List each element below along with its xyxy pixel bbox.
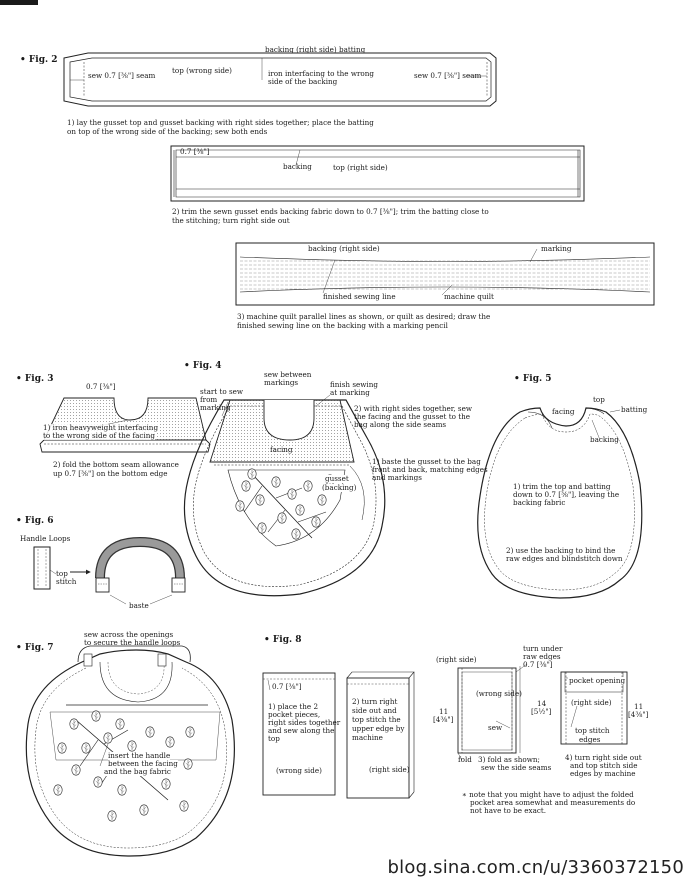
fig3-iron-1: 1) iron heavyweight interfacing [43,423,159,432]
fig2-batting: batting [339,45,366,54]
fig8-p3-sew: sew [488,723,503,732]
fig4-gusset-1: gusset [325,474,349,483]
fig8-p2-text-5: machine [352,733,383,742]
fig8-p2-text-4: upper edge by [352,724,405,733]
fig8-p2-text-1: 2) turn right [352,697,398,706]
fig8-note-3: not have to be exact. [470,806,547,815]
fig8-p3-dim-11-inches: [4⅜"] [433,715,454,724]
fig2-seam-right: sew 0.7 [⅜"] seam [414,71,482,80]
fig8-p4-dim-11-inches: [4⅜"] [628,710,649,719]
fig8-p4-dim-11: 11 [634,702,644,711]
fig8-p3-fold: fold [458,755,472,764]
fig8-p1-text-2: pocket pieces, [268,710,321,719]
fig6-label: • Fig. 6 [16,516,54,526]
fig8-turn-under-1: turn under [523,644,563,653]
fig4-right-sides-3: bag along the side seams [354,420,447,429]
fig5-trim-1: 1) trim the top and batting [513,482,611,491]
fig8-note-2: pocket area somewhat and measurements do [470,798,636,807]
fig2-seam-left: sew 0.7 [⅜"] seam [88,71,156,80]
fig3-iron-2: to the wrong side of the facing [43,431,155,440]
fig4-right-sides-2: the facing and the gusset to the [354,412,471,421]
fig2-top-wrong-side: top (wrong side) [172,66,232,75]
fig6-top-stitch-1: top [56,569,68,578]
fig8-p3-caption-1: 3) fold as shown; [478,755,540,764]
fig8-p3-dim-14-inches: [5½"] [531,707,552,716]
fig7-insert-3: and the bag fabric [104,767,171,776]
fig4-facing: facing [270,445,293,454]
fig2-iron-interfacing-1: iron interfacing to the wrong [268,69,374,78]
fig4-finish-1: finish sewing [330,380,378,389]
fig4-label: • Fig. 4 [184,361,222,371]
fig6-top-stitch-2: stitch [56,577,77,586]
fig3-measure: 0.7 [⅜"] [86,382,116,391]
fig4-start-1: start to sew [200,387,244,396]
fig2-step3-caption-1: 3) machine quilt parallel lines as shown, or quilt as desired; draw the [237,312,491,321]
fig8-p4-caption-3: edges by machine [570,769,636,778]
fig8-p3-wrong-side: (wrong side) [476,689,522,698]
fig7-sew-across-2: to secure the handle loops [84,638,181,647]
fig2-step3-marking: marking [541,244,572,253]
fig4-baste-2: front and back, matching edges [372,465,488,474]
fig8-p1-wrong-side: (wrong side) [276,766,322,775]
fig2-step2-caption-2: the stitching; turn right side out [172,216,290,225]
fig2-step3-machine-quilt: machine quilt [444,292,494,301]
fig8-p1-text-1: 1) place the 2 [268,702,319,711]
fig8-p4-top-stitch-1: top stitch [575,726,610,735]
fig2-label: • Fig. 2 [20,55,58,65]
fig4-sew-between-2: markings [264,378,299,387]
fig5-backing: backing [590,435,619,444]
fig2-step2-top-right-side: top (right side) [333,163,388,172]
fig8-p4-top-stitch-2: edges [579,735,601,744]
fig2-step3-caption-2: finished sewing line on the backing with a marking pencil [237,321,448,330]
blog-watermark: blog.sina.com.cn/u/3360372150 [387,857,684,878]
fig8-p3-caption-2: sew the side seams [481,763,552,772]
fig8-p1-text-3: right sides together [268,718,341,727]
fig4-sew-between-1: sew between [264,370,312,379]
fig4-baste-1: 1) baste the gusset to the bag [372,457,481,466]
fig2-backing-right-side: backing (right side) [265,45,337,54]
fig7-sew-across-1: sew across the openings [84,630,174,639]
fig8-p1-text-4: and sew along the [268,726,335,735]
fig4-gusset-2: (backing) [322,483,357,492]
fig8-turn-under-3: 0.7 [⅜"] [523,660,553,669]
fig8-p2-right-side: (right side) [369,765,410,774]
fig8-p3-dim-14: 14 [537,699,547,708]
fig5-trim-3: backing fabric [513,498,566,507]
fig8-label: • Fig. 8 [264,635,302,645]
fig2-step1-caption-2: on top of the wrong side of the backing; sew both ends [67,127,268,136]
fig2-iron-interfacing-2: side of the backing [268,77,338,86]
fig2-step3-finished-sewing-line: finished sewing line [323,292,396,301]
fig8-p2-text-2: side out and [352,706,397,715]
fig2-step2-backing: backing [283,162,312,171]
fig8-p4-caption-2: and top stitch side [570,761,638,770]
fig8-p4-right-side: (right side) [571,698,612,707]
fig5-trim-2: down to 0.7 [⅜"], leaving the [513,490,620,499]
fig4-baste-3: and markings [372,473,422,482]
fig4-right-sides-1: 2) with right sides together, sew [354,404,473,413]
fig8-note-1: ∗ note that you might have to adjust the folded [462,790,634,799]
fig8-p4-pocket-opening: pocket opening [569,676,626,685]
fig2-step2-caption-1: 2) trim the sewn gusset ends backing fabric down to 0.7 [⅜"]; trim the batting close to [172,207,489,216]
fig5-facing: facing [552,407,575,416]
fig8-p3-right-side: (right side) [436,655,477,664]
fig8-p4-caption-1: 4) turn right side out [565,753,642,762]
fig4-start-3: marking [200,403,231,412]
fig3-fold-1: 2) fold the bottom seam allowance [53,460,179,469]
fig8-p1-text-5: top [268,734,280,743]
fig5-top: top [593,395,605,404]
fig2-step3-backing-right-side: backing (right side) [308,244,380,253]
fig8-p1-measure: 0.7 [⅜"] [272,682,302,691]
fig7-insert-2: between the facing [108,759,178,768]
fig8-turn-under-2: raw edges [523,652,561,661]
fig8-p2-text-3: top stitch the [352,715,401,724]
fig5-label: • Fig. 5 [514,374,552,384]
fig6-baste: baste [129,601,149,610]
fig8-p3-dim-11: 11 [439,707,449,716]
fig2-gusset-step2-drawing [171,146,584,201]
fig2-step1-caption-1: 1) lay the gusset top and gusset backing with right sides together; place the batting [67,118,374,127]
fig4-start-2: from [200,395,218,404]
fig3-label: • Fig. 3 [16,374,54,384]
fig6-handle-loops: Handle Loops [20,534,71,543]
fig4-finish-2: at marking [330,388,370,397]
fig2-step2-measure: 0.7 [⅜"] [180,147,210,156]
fig5-bind-1: 2) use the backing to bind the [506,546,616,555]
fig7-label: • Fig. 7 [16,643,54,653]
fig3-fold-2: up 0.7 [⅜"] on the bottom edge [53,469,168,478]
fig7-insert-1: insert the handle [108,751,171,760]
fig5-batting: batting [621,405,648,414]
fig5-bind-2: raw edges and blindstitch down [506,554,623,563]
